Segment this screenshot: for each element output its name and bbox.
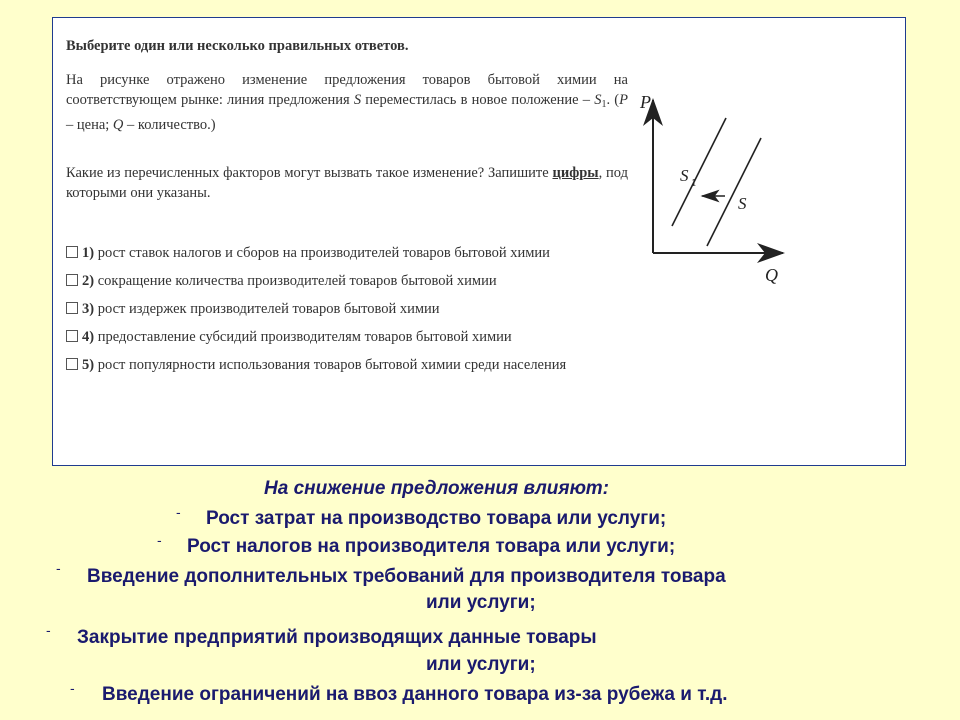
supply-curve-s	[707, 138, 761, 246]
var-s1: S	[594, 92, 602, 108]
question-part: , под которыми они указаны.	[66, 165, 628, 201]
var-q: Q	[112, 117, 124, 133]
option-text: рост издержек производителей товаров бытовой химии	[97, 301, 440, 317]
x-axis-label: Q	[765, 265, 778, 285]
var-p: P	[619, 92, 628, 108]
curve-s-label: S	[738, 194, 747, 213]
answer-heading: На снижение предложения влияют:	[264, 478, 609, 499]
option-text: сокращение количества производителей товаров бытовой химии	[97, 273, 497, 289]
answer-item-5: Введение ограничений на ввоз данного товара из-за рубежа и т.д.	[102, 684, 728, 705]
task-question	[66, 163, 628, 203]
option-text: рост ставок налогов и сборов на производителей товаров бытовой химии	[97, 245, 550, 261]
option-3[interactable]	[66, 295, 628, 323]
task-card	[52, 17, 906, 466]
dash-icon: -	[176, 504, 181, 520]
option-text: предоставление субсидий производителям товаров бытовой химии	[97, 329, 512, 345]
answer-item-3: Введение дополнительных требований для производителя товара	[87, 566, 726, 587]
var-s1-sub: 1	[601, 99, 607, 110]
y-axis-label: P	[640, 92, 651, 112]
option-number: 1)	[82, 245, 95, 261]
answer-item-4-cont: или услуги;	[426, 654, 536, 675]
option-text: рост популярности использования товаров бытовой химии среди населения	[97, 357, 567, 373]
dash-icon: -	[157, 532, 162, 548]
option-number: 3)	[82, 301, 95, 317]
checkbox-icon[interactable]	[66, 302, 78, 314]
curve-s1-sub: 1	[691, 177, 697, 189]
option-number: 2)	[82, 273, 95, 289]
answer-item-3-cont: или услуги;	[426, 592, 536, 613]
question-emphasis: цифры	[552, 165, 599, 181]
option-4[interactable]	[66, 323, 628, 351]
var-s: S	[353, 92, 362, 108]
desc-part: – количество.)	[123, 117, 216, 133]
option-1[interactable]	[66, 239, 628, 267]
option-5[interactable]	[66, 351, 628, 379]
checkbox-icon[interactable]	[66, 330, 78, 342]
task-text	[66, 36, 628, 379]
option-2[interactable]	[66, 267, 628, 295]
curve-s1-label: S	[680, 166, 689, 185]
supply-shift-graph	[638, 78, 848, 313]
dash-icon: -	[70, 680, 75, 696]
task-title: Выберите один или несколько правильных ответов.	[66, 38, 409, 54]
desc-part: – цена;	[66, 117, 113, 133]
checkbox-icon[interactable]	[66, 274, 78, 286]
desc-part: переместилась в новое положение –	[361, 92, 595, 108]
option-number: 5)	[82, 357, 95, 373]
dash-icon: -	[56, 560, 61, 576]
answer-item-2: Рост налогов на производителя товара или услуги;	[187, 536, 676, 557]
option-number: 4)	[82, 329, 95, 345]
desc-part: На рисунке отражено изменение предложения товаров бытовой химии на соответствующем рынке: линия предложения	[66, 72, 628, 108]
desc-part: . (	[606, 92, 620, 108]
dash-icon: -	[46, 622, 51, 638]
answer-item-4: Закрытие предприятий производящих данные товары	[77, 627, 597, 648]
answer-item-1: Рост затрат на производство товара или услуги;	[206, 508, 667, 529]
checkbox-icon[interactable]	[66, 246, 78, 258]
options-list	[66, 239, 628, 379]
task-description	[66, 70, 628, 135]
checkbox-icon[interactable]	[66, 358, 78, 370]
question-part: Какие из перечисленных факторов могут вызвать такое изменение? Запишите	[66, 165, 553, 181]
